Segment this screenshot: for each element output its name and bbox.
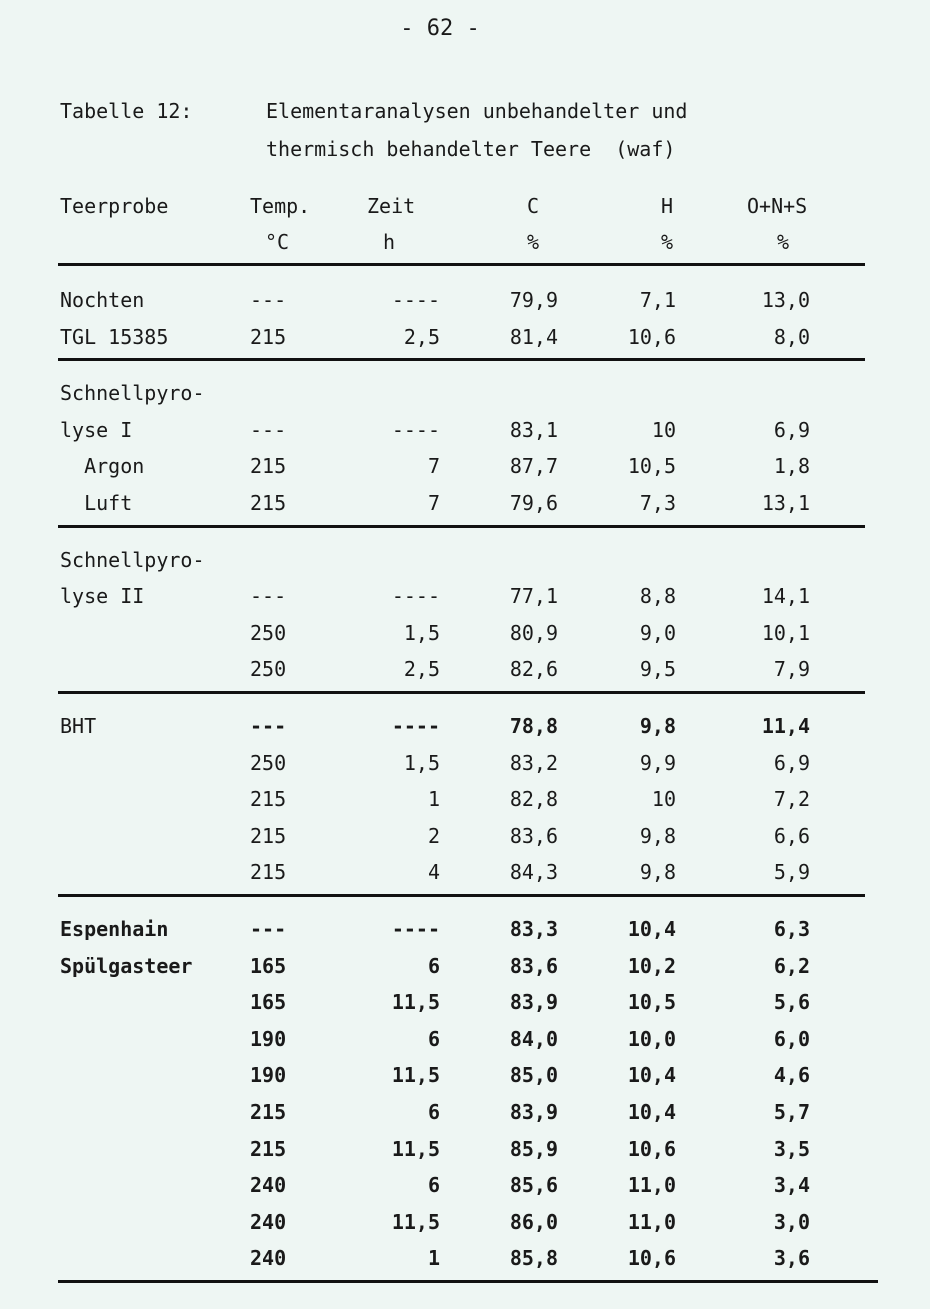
cell-zeit: 6: [427, 1173, 440, 1198]
cell-h: 10,6: [627, 1136, 676, 1161]
cell-zeit: 7: [427, 491, 440, 515]
cell-temp: ---: [250, 417, 287, 442]
cell-ons: 5,9: [773, 860, 810, 885]
group-rule: [58, 1280, 878, 1283]
cell-ons: 3,6: [773, 1246, 810, 1271]
group-name-line: Spülgasteer: [60, 953, 193, 978]
cell-zeit: ----: [391, 714, 440, 738]
cell-zeit: 7: [427, 454, 440, 479]
cell-c: 86,0: [509, 1209, 558, 1234]
cell-temp: 250: [250, 750, 287, 775]
header-h: H: [661, 194, 674, 218]
cell-temp: 215: [250, 787, 287, 812]
cell-temp: 165: [250, 990, 287, 1015]
cell-ons: 6,3: [773, 917, 810, 941]
header-c-unit: %: [527, 230, 540, 254]
cell-temp: ---: [250, 288, 287, 312]
cell-ons: 4,6: [773, 1063, 810, 1088]
cell-c: 84,3: [509, 860, 558, 885]
group-name-line: Schnellpyro-: [60, 381, 205, 406]
cell-c: 85,0: [509, 1063, 558, 1088]
cell-c: 85,6: [509, 1173, 558, 1198]
cell-ons: 11,4: [761, 714, 810, 738]
cell-c: 82,6: [509, 657, 558, 682]
cell-h: 10,5: [627, 454, 676, 479]
cell-h: 10,6: [627, 1246, 676, 1271]
cell-ons: 10,1: [761, 620, 810, 645]
cell-zeit: 11,5: [391, 1063, 440, 1088]
header-ons: O+N+S: [747, 194, 808, 218]
cell-c: 85,9: [509, 1136, 558, 1161]
cell-zeit: 6: [427, 953, 440, 978]
group-name-line: Nochten: [60, 288, 145, 312]
cell-ons: 6,9: [773, 750, 810, 775]
cell-h: 10,6: [627, 324, 676, 349]
cell-h: 10: [651, 417, 676, 442]
cell-h: 10,0: [627, 1026, 676, 1051]
cell-ons: 5,7: [773, 1100, 810, 1124]
cell-c: 85,8: [509, 1246, 558, 1271]
cell-zeit: 1,5: [403, 750, 440, 775]
cell-ons: 7,2: [773, 787, 810, 812]
group-name-line: lyse I: [60, 417, 133, 442]
cell-zeit: 11,5: [391, 1136, 440, 1161]
cell-h: 10,4: [627, 1063, 676, 1088]
cell-h: 8,8: [639, 584, 676, 609]
cell-c: 83,9: [509, 990, 558, 1015]
cell-zeit: 1,5: [403, 620, 440, 645]
cell-zeit: ----: [391, 917, 440, 941]
cell-temp: 190: [250, 1063, 287, 1088]
header-rule: [58, 263, 865, 266]
cell-c: 83,3: [509, 917, 558, 941]
cell-h: 11,0: [627, 1173, 676, 1198]
cell-temp: 215: [250, 454, 287, 479]
cell-zeit: 4: [427, 860, 440, 885]
cell-temp: 240: [250, 1209, 287, 1234]
cell-c: 83,9: [509, 1100, 558, 1124]
cell-ons: 1,8: [773, 454, 810, 479]
table-caption: [60, 92, 687, 168]
group-rule: [58, 358, 865, 361]
header-zeit: Zeit: [367, 194, 416, 218]
header-temp: Temp.: [250, 194, 311, 218]
cell-temp: 215: [250, 860, 287, 885]
cell-h: 7,3: [639, 491, 676, 515]
cell-c: 77,1: [509, 584, 558, 609]
cell-c: 87,7: [509, 454, 558, 479]
cell-ons: 6,2: [773, 953, 810, 978]
group-rule: [58, 894, 865, 897]
cell-c: 79,9: [509, 288, 558, 312]
cell-temp: 240: [250, 1246, 287, 1271]
table-caption-label: Tabelle 12:: [60, 99, 193, 123]
cell-ons: 6,0: [773, 1026, 810, 1051]
cell-ons: 8,0: [773, 324, 810, 349]
cell-ons: 3,0: [773, 1209, 810, 1234]
cell-c: 79,6: [509, 491, 558, 515]
cell-c: 83,1: [509, 417, 558, 442]
cell-c: 78,8: [509, 714, 558, 738]
cell-ons: 14,1: [761, 584, 810, 609]
cell-h: 9,5: [639, 657, 676, 682]
cell-c: 80,9: [509, 620, 558, 645]
cell-temp: 215: [250, 491, 287, 515]
cell-c: 82,8: [509, 787, 558, 812]
cell-temp: ---: [250, 584, 287, 609]
cell-h: 9,9: [639, 750, 676, 775]
cell-zeit: 1: [427, 787, 440, 812]
cell-h: 10: [651, 787, 676, 812]
cell-c: 83,2: [509, 750, 558, 775]
cell-ons: 13,0: [761, 288, 810, 312]
group-name-line: lyse II: [60, 584, 145, 609]
group-name-line: BHT: [60, 714, 97, 738]
cell-zeit: ----: [391, 288, 440, 312]
table-caption-line-1: Elementaranalysen unbehandelter und: [266, 99, 688, 123]
table-caption-line-2: thermisch behandelter Teere (waf): [266, 137, 676, 161]
cell-temp: ---: [250, 714, 287, 738]
cell-temp: 215: [250, 1100, 287, 1124]
cell-c: 83,6: [509, 823, 558, 848]
cell-zeit: 6: [427, 1100, 440, 1124]
cell-temp: 215: [250, 823, 287, 848]
cell-zeit: 2,5: [403, 657, 440, 682]
header-zeit-unit: h: [383, 230, 396, 254]
cell-zeit: 2,5: [403, 324, 440, 349]
cell-c: 83,6: [509, 953, 558, 978]
cell-h: 9,8: [639, 714, 676, 738]
cell-temp: 250: [250, 657, 287, 682]
header-teerprobe: Teerprobe: [60, 194, 169, 218]
page-number: - 62 -: [400, 16, 480, 41]
cell-zeit: ----: [391, 417, 440, 442]
group-name-line: TGL 15385: [60, 324, 169, 349]
group-name-line: Luft: [60, 491, 133, 515]
group-rule: [58, 691, 865, 694]
cell-zeit: 11,5: [391, 990, 440, 1015]
cell-h: 9,8: [639, 860, 676, 885]
cell-temp: 250: [250, 620, 287, 645]
cell-ons: 6,9: [773, 417, 810, 442]
cell-temp: 215: [250, 324, 287, 349]
cell-temp: 215: [250, 1136, 287, 1161]
cell-zeit: 1: [427, 1246, 440, 1271]
cell-ons: 5,6: [773, 990, 810, 1015]
group-rule: [58, 525, 865, 528]
cell-c: 81,4: [509, 324, 558, 349]
cell-ons: 7,9: [773, 657, 810, 682]
cell-h: 10,4: [627, 917, 676, 941]
cell-ons: 13,1: [761, 491, 810, 515]
header-c: C: [527, 194, 540, 218]
cell-zeit: 2: [427, 823, 440, 848]
header-ons-unit: %: [777, 230, 790, 254]
cell-zeit: ----: [391, 584, 440, 609]
group-name-line: Espenhain: [60, 917, 169, 941]
cell-temp: ---: [250, 917, 287, 941]
group-name-line: Argon: [60, 454, 145, 479]
cell-temp: 240: [250, 1173, 287, 1198]
cell-ons: 6,6: [773, 823, 810, 848]
cell-c: 84,0: [509, 1026, 558, 1051]
cell-temp: 190: [250, 1026, 287, 1051]
cell-ons: 3,5: [773, 1136, 810, 1161]
cell-h: 10,4: [627, 1100, 676, 1124]
header-h-unit: %: [661, 230, 674, 254]
cell-temp: 165: [250, 953, 287, 978]
group-name-line: Schnellpyro-: [60, 547, 205, 572]
cell-h: 7,1: [639, 288, 676, 312]
cell-zeit: 11,5: [391, 1209, 440, 1234]
cell-h: 11,0: [627, 1209, 676, 1234]
cell-ons: 3,4: [773, 1173, 810, 1198]
cell-zeit: 6: [427, 1026, 440, 1051]
cell-h: 9,8: [639, 823, 676, 848]
header-temp-unit: °C: [265, 230, 290, 254]
cell-h: 9,0: [639, 620, 676, 645]
cell-h: 10,2: [627, 953, 676, 978]
cell-h: 10,5: [627, 990, 676, 1015]
